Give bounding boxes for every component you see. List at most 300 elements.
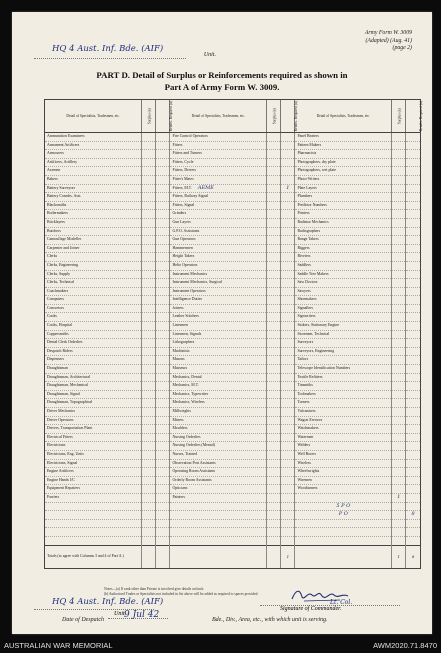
- surplus-cell-col3: [392, 347, 406, 356]
- reinf-cell-col1: [156, 485, 170, 494]
- trade-name-col3: Radiator Mechanics: [295, 218, 392, 227]
- surplus-cell-col2: [267, 244, 281, 253]
- trade-name-col1: Farriers: [45, 493, 142, 502]
- totals-reinf-col1: [156, 545, 170, 568]
- reinf-cell-col3: [406, 218, 420, 227]
- surplus-cell-col3: [392, 373, 406, 382]
- surplus-cell-col2: [267, 399, 281, 408]
- form-page: [12, 12, 432, 634]
- brigade-label: Bde., Div., Area, etc., with which unit is serving.: [212, 617, 328, 623]
- trade-name-col3: Radiographers: [295, 227, 392, 236]
- reinf-cell-col3: [406, 227, 420, 236]
- reinf-cell-col2: [281, 244, 295, 253]
- surplus-cell-col2: [267, 330, 281, 339]
- surplus-cell-col2: [267, 459, 281, 468]
- trade-name-col1: Driver Operators: [45, 416, 142, 425]
- blank-reinf-col1: [156, 502, 170, 511]
- totals-row: [45, 545, 420, 568]
- trade-name-col3: Sawyers: [295, 287, 392, 296]
- surplus-cell-col1: [142, 141, 156, 150]
- reinf-cell-col1: [156, 476, 170, 485]
- surplus-cell-col1: [142, 442, 156, 451]
- trade-name-col1: Cooks: [45, 313, 142, 322]
- trade-name-col1: Axemen: [45, 167, 142, 176]
- surplus-cell-col2: [267, 382, 281, 391]
- trade-name-col3: Photo-Writers: [295, 175, 392, 184]
- table-row: [45, 193, 420, 202]
- surplus-cell-col2: [267, 270, 281, 279]
- reinf-cell-col2: [281, 167, 295, 176]
- blank-entry-col2: [170, 519, 267, 528]
- surplus-cell-col3: [392, 253, 406, 262]
- trade-name-col1: Coachmakers: [45, 287, 142, 296]
- surplus-cell-col2: [267, 304, 281, 313]
- reinf-cell-col2: [281, 485, 295, 494]
- form-title-line2: Part A of Army Form W. 3009.: [164, 82, 280, 92]
- surplus-cell-col3: [392, 339, 406, 348]
- reinf-cell-col2: [281, 270, 295, 279]
- table-row: [45, 296, 420, 305]
- reinf-cell-col2: [281, 330, 295, 339]
- reinf-cell-col3: [406, 133, 420, 142]
- trade-name-col1: Coppersmiths: [45, 330, 142, 339]
- surplus-cell-col3: [392, 365, 406, 374]
- trade-name-col2: Instrument Mechanics: [170, 270, 267, 279]
- note-a: Notes—(a) If rank other than Private is involved give details on back.: [104, 587, 205, 591]
- reinf-cell-col2: [281, 476, 295, 485]
- reinf-cell-col1: [156, 210, 170, 219]
- trade-name-col1: Blacksmiths: [45, 201, 142, 210]
- reinf-cell-col2: [281, 408, 295, 417]
- surplus-cell-col2: [267, 296, 281, 305]
- blank-row: [45, 536, 420, 545]
- reinf-cell-col1: [156, 236, 170, 245]
- reinf-cell-col1: [156, 493, 170, 502]
- surplus-cell-col2: [267, 356, 281, 365]
- trade-name-col2: Orderly Room Assistants: [170, 476, 267, 485]
- reinf-cell-col1: [156, 347, 170, 356]
- surplus-cell-col3: [392, 433, 406, 442]
- surplus-cell-col3: [392, 201, 406, 210]
- form-id-line2: (Adapted) (Aug. 41): [365, 37, 412, 44]
- surplus-cell-col2: [267, 184, 281, 193]
- signature-block: [260, 587, 400, 611]
- surplus-cell-col1: [142, 193, 156, 202]
- reinf-cell-col1: [156, 450, 170, 459]
- reinf-cell-col2: [281, 356, 295, 365]
- blank-entry-col3: P O: [295, 511, 392, 520]
- trade-name-col1: Dental Clerk Orderlies: [45, 339, 142, 348]
- reinf-cell-col1: [156, 261, 170, 270]
- trade-name-col3: Vulcanisers: [295, 408, 392, 417]
- surplus-cell-col1: [142, 459, 156, 468]
- trade-name-col1: Draughtsman, Topographical: [45, 399, 142, 408]
- table-row: [45, 485, 420, 494]
- trade-name-col2: Millwrights: [170, 408, 267, 417]
- trade-name-col1: Electricians: [45, 442, 142, 451]
- surplus-cell-col2: [267, 167, 281, 176]
- reinf-cell-col3: [406, 476, 420, 485]
- surplus-cell-col1: [142, 390, 156, 399]
- table-row: [45, 313, 420, 322]
- reinf-cell-col1: [156, 150, 170, 159]
- reinf-cell-col1: [156, 416, 170, 425]
- blank-reinf-col1: [156, 519, 170, 528]
- reinf-cell-col1: [156, 408, 170, 417]
- trade-name-col1: Clerks: [45, 253, 142, 262]
- trade-name-col2: Height Takers: [170, 253, 267, 262]
- reinf-cell-col2: [281, 425, 295, 434]
- trade-name-col1: Electricians, Eng. Units: [45, 450, 142, 459]
- reinf-cell-col2: [281, 493, 295, 502]
- header-unit-field: [34, 44, 234, 62]
- trade-name-col2: G.P.O. Assistants: [170, 227, 267, 236]
- reinf-cell-col3: [406, 279, 420, 288]
- trade-name-col3: Woodturners: [295, 485, 392, 494]
- form-id-line3: (page 2): [392, 45, 412, 51]
- surplus-cell-col3: [392, 244, 406, 253]
- trade-name-col2: Grinders: [170, 210, 267, 219]
- table-row: [45, 339, 420, 348]
- table-row: [45, 442, 420, 451]
- surplus-cell-col2: [267, 450, 281, 459]
- reinf-cell-col1: [156, 425, 170, 434]
- surplus-cell-col1: [142, 468, 156, 477]
- surplus-cell-col1: [142, 399, 156, 408]
- trade-name-col1: Carpenter and Joiner: [45, 244, 142, 253]
- trade-name-col1: Bricklayers: [45, 218, 142, 227]
- surplus-cell-col3: [392, 450, 406, 459]
- table-row: [45, 459, 420, 468]
- surplus-cell-col3: [392, 356, 406, 365]
- surplus-cell-col1: [142, 416, 156, 425]
- totals-blank-col3: [295, 545, 392, 568]
- reinf-cell-col1: [156, 399, 170, 408]
- surplus-cell-col3: [392, 218, 406, 227]
- table-row: [45, 322, 420, 331]
- surplus-cell-col1: [142, 433, 156, 442]
- reinf-cell-col1: [156, 244, 170, 253]
- blank-reinf-col3: [406, 528, 420, 537]
- reinf-cell-col1: [156, 322, 170, 331]
- trade-name-col2: Miners: [170, 416, 267, 425]
- reinf-cell-col3: [406, 339, 420, 348]
- blank-surplus-col3: [392, 528, 406, 537]
- trade-name-col2: Nurses, Trained: [170, 450, 267, 459]
- trade-name-col2: Fitters, M.T. AEME: [170, 184, 267, 193]
- signature-label: Signature of Commander.: [280, 606, 342, 612]
- surplus-cell-col2: [267, 261, 281, 270]
- header-detail-1: Detail of Specialists, Tradesmen, etc.: [45, 100, 142, 133]
- surplus-cell-col2: [267, 373, 281, 382]
- reinf-cell-col2: [281, 218, 295, 227]
- reinf-cell-col3: [406, 390, 420, 399]
- reinf-cell-col3: [406, 416, 420, 425]
- table-row: [45, 175, 420, 184]
- trade-name-col2: Opticians: [170, 485, 267, 494]
- signature-rank: Lt. Col.: [330, 599, 353, 606]
- reinf-cell-col3: [406, 425, 420, 434]
- blank-reinf-col2: [281, 502, 295, 511]
- surplus-cell-col2: [267, 416, 281, 425]
- header-unit-handwriting: HQ 4 Aust. Inf. Bde. (AIF): [52, 44, 164, 54]
- table-row: [45, 218, 420, 227]
- trade-name-col2: Nursing Orderlies (Mental): [170, 442, 267, 451]
- trade-name-col2: Mechanics, Dental: [170, 373, 267, 382]
- trade-name-col1: Draughtsman, Mechanical: [45, 382, 142, 391]
- surplus-cell-col3: [392, 279, 406, 288]
- trade-name-col3: Riveters: [295, 253, 392, 262]
- surplus-cell-col2: [267, 158, 281, 167]
- trade-name-col3: Signallers: [295, 304, 392, 313]
- reinf-cell-col3: [406, 244, 420, 253]
- trade-name-col3: Riggers: [295, 244, 392, 253]
- surplus-cell-col1: [142, 493, 156, 502]
- surplus-cell-col3: [392, 261, 406, 270]
- table-row: [45, 253, 420, 262]
- blank-surplus-col2: [267, 528, 281, 537]
- reinf-cell-col1: [156, 356, 170, 365]
- form-id-line1: Army Form W. 3009: [364, 30, 412, 36]
- blank-reinf-col2: [281, 536, 295, 545]
- trade-name-col2: Machinists: [170, 347, 267, 356]
- trade-name-col2: Fitter's Mates: [170, 175, 267, 184]
- blank-surplus-col2: [267, 511, 281, 520]
- surplus-cell-col1: [142, 167, 156, 176]
- surplus-cell-col3: [392, 416, 406, 425]
- reinf-cell-col2: [281, 201, 295, 210]
- surplus-cell-col3: [392, 296, 406, 305]
- surplus-cell-col2: [267, 253, 281, 262]
- reinf-cell-col3: [406, 210, 420, 219]
- blank-entry-col3: 5 P O: [295, 502, 392, 511]
- trade-name-col3: Saddlers: [295, 261, 392, 270]
- trade-name-col2: Painters: [170, 493, 267, 502]
- blank-entry-col3: [295, 519, 392, 528]
- reinf-cell-col2: [281, 141, 295, 150]
- surplus-cell-col3: [392, 150, 406, 159]
- reinf-cell-col1: [156, 133, 170, 142]
- surplus-cell-col3: [392, 184, 406, 193]
- trade-name-col1: Engine Hands I/C: [45, 476, 142, 485]
- reinf-cell-col3: [406, 347, 420, 356]
- surplus-cell-col3: [392, 390, 406, 399]
- surplus-cell-col2: [267, 150, 281, 159]
- trade-name-col3: Surveyors, Engineering: [295, 347, 392, 356]
- surplus-cell-col2: [267, 347, 281, 356]
- reinf-cell-col2: [281, 227, 295, 236]
- reinf-cell-col3: [406, 330, 420, 339]
- totals-surplus-col2: [267, 545, 281, 568]
- blank-row: [45, 519, 420, 528]
- surplus-cell-col2: [267, 201, 281, 210]
- reinf-cell-col1: [156, 390, 170, 399]
- trade-name-col1: Equipment Repairers: [45, 485, 142, 494]
- trade-name-col3: Surveyors: [295, 339, 392, 348]
- archive-accession-number: AWM2020.71.8470: [373, 641, 437, 650]
- blank-surplus-col3: [392, 536, 406, 545]
- blank-surplus-col3: [392, 502, 406, 511]
- surplus-cell-col1: [142, 261, 156, 270]
- surplus-cell-col1: [142, 476, 156, 485]
- trade-name-col2: Intelligence Duties: [170, 296, 267, 305]
- reinf-cell-col2: [281, 347, 295, 356]
- trade-name-col3: Pattern Makers: [295, 141, 392, 150]
- reinf-cell-col3: [406, 287, 420, 296]
- table-row: [45, 236, 420, 245]
- reinf-cell-col2: [281, 158, 295, 167]
- surplus-cell-col1: [142, 373, 156, 382]
- trade-name-col1: Bakers: [45, 175, 142, 184]
- totals-surplus-col1: [142, 545, 156, 568]
- blank-entry-col1: [45, 519, 142, 528]
- trade-name-col3: Welders: [295, 442, 392, 451]
- blank-entry-col1: [45, 502, 142, 511]
- trade-name-col2: Masons: [170, 356, 267, 365]
- trade-name-col2: Fitters, Signal: [170, 201, 267, 210]
- surplus-cell-col1: [142, 184, 156, 193]
- trade-name-col1: Ammunition Examiners: [45, 133, 142, 142]
- table-row: [45, 365, 420, 374]
- table-row: [45, 133, 420, 142]
- reinf-cell-col2: [281, 416, 295, 425]
- table-row: [45, 167, 420, 176]
- table-row: [45, 261, 420, 270]
- trade-name-col1: Draughtsman, Signal: [45, 390, 142, 399]
- trade-name-col3: Photographers, wet plate: [295, 167, 392, 176]
- table-row: [45, 279, 420, 288]
- reinf-cell-col1: [156, 201, 170, 210]
- surplus-cell-col1: [142, 253, 156, 262]
- table-row: [45, 476, 420, 485]
- trade-name-col3: Pharmacists: [295, 150, 392, 159]
- surplus-cell-col3: [392, 270, 406, 279]
- trade-name-col1: Draughtsman, Architectural: [45, 373, 142, 382]
- blank-surplus-col1: [142, 528, 156, 537]
- surplus-cell-col1: [142, 330, 156, 339]
- reinf-cell-col3: [406, 150, 420, 159]
- archive-name: AUSTRALIAN WAR MEMORIAL: [4, 641, 113, 650]
- trade-name-col1: Butchers: [45, 227, 142, 236]
- table-row: [45, 408, 420, 417]
- surplus-cell-col3: [392, 193, 406, 202]
- trade-name-col2: Fitters, Railway Signal: [170, 193, 267, 202]
- trade-name-col2: Linesmen, Signals: [170, 330, 267, 339]
- reinf-cell-col2: [281, 373, 295, 382]
- reinf-cell-col2: [281, 365, 295, 374]
- trade-name-col2: Fitters: [170, 141, 267, 150]
- surplus-cell-col2: [267, 141, 281, 150]
- reinf-cell-col1: [156, 296, 170, 305]
- trade-name-col2: Operating Room Assistants: [170, 468, 267, 477]
- trade-name-col2: Mechanics, M.T.: [170, 382, 267, 391]
- reinf-cell-col1: [156, 167, 170, 176]
- reinf-cell-col3: [406, 141, 420, 150]
- surplus-cell-col1: [142, 339, 156, 348]
- reinf-cell-col2: [281, 313, 295, 322]
- blank-entry-col3: [295, 528, 392, 537]
- trade-name-col3: Predictor Numbers: [295, 201, 392, 210]
- header-unit-line: [34, 58, 186, 59]
- reinf-cell-col2: [281, 382, 295, 391]
- surplus-cell-col1: [142, 485, 156, 494]
- reinf-cell-col3: [406, 322, 420, 331]
- table-row: [45, 347, 420, 356]
- trade-name-col1: Armament Artificers: [45, 141, 142, 150]
- surplus-cell-col1: [142, 227, 156, 236]
- surplus-cell-col2: [267, 408, 281, 417]
- surplus-cell-col3: [392, 227, 406, 236]
- surplus-cell-col1: [142, 313, 156, 322]
- table-body: [45, 133, 420, 568]
- header-detail-3: Detail of Specialists, Tradesmen, etc.: [295, 100, 392, 133]
- reinf-cell-col1: [156, 382, 170, 391]
- surplus-cell-col2: [267, 322, 281, 331]
- table-row: [45, 304, 420, 313]
- surplus-cell-col3: [392, 382, 406, 391]
- trade-name-col3: Textile Refitters: [295, 373, 392, 382]
- table-row: [45, 287, 420, 296]
- surplus-cell-col1: [142, 133, 156, 142]
- trade-name-col1: Armourers: [45, 150, 142, 159]
- trade-name-col3: Storemen, Technical: [295, 330, 392, 339]
- surplus-cell-col2: [267, 313, 281, 322]
- trade-name-col1: Draughtsman: [45, 365, 142, 374]
- surplus-cell-col3: [392, 399, 406, 408]
- reinf-cell-col2: [281, 253, 295, 262]
- table-row: [45, 158, 420, 167]
- header-reinf-1: Reinfts. Required (a): [156, 100, 170, 133]
- reinf-cell-col1: [156, 158, 170, 167]
- surplus-cell-col2: [267, 468, 281, 477]
- trade-name-col2: Gun Layers: [170, 218, 267, 227]
- reinf-cell-col3: [406, 450, 420, 459]
- header-reinf-3: Reinfts. Required (a): [406, 100, 420, 133]
- table-row: [45, 416, 420, 425]
- reinf-cell-col3: [406, 167, 420, 176]
- totals-reinf-col2: 1: [281, 545, 295, 568]
- reinf-cell-col2: [281, 450, 295, 459]
- reinf-cell-col2: [281, 442, 295, 451]
- reinf-cell-col1: [156, 313, 170, 322]
- trade-name-col3: Signwriters: [295, 313, 392, 322]
- table-row: [45, 382, 420, 391]
- blank-surplus-col2: [267, 502, 281, 511]
- blank-entry-col2: [170, 511, 267, 520]
- trade-name-col3: Well Borers: [295, 450, 392, 459]
- trade-name-col2: Helio Operators: [170, 261, 267, 270]
- surplus-cell-col3: [392, 476, 406, 485]
- reinf-cell-col1: [156, 459, 170, 468]
- blank-surplus-col2: [267, 536, 281, 545]
- trade-name-col3: Tailors: [295, 356, 392, 365]
- trade-name-col3: Plumbers: [295, 193, 392, 202]
- trade-name-col1: Battery Comdrs. Asst.: [45, 193, 142, 202]
- trade-name-col1: Clerks, Technical: [45, 279, 142, 288]
- surplus-cell-col1: [142, 270, 156, 279]
- surplus-cell-col1: [142, 408, 156, 417]
- trade-name-col3: Watchmakers: [295, 425, 392, 434]
- surplus-cell-col2: [267, 485, 281, 494]
- surplus-cell-col2: [267, 433, 281, 442]
- reinf-cell-col1: [156, 175, 170, 184]
- surplus-cell-col1: [142, 236, 156, 245]
- trade-name-col3: Tinsmiths: [295, 382, 392, 391]
- blank-row: [45, 502, 420, 511]
- surplus-cell-col3: [392, 330, 406, 339]
- blank-surplus-col3: [392, 519, 406, 528]
- header-reinf-2: Reinfts. Required (a): [281, 100, 295, 133]
